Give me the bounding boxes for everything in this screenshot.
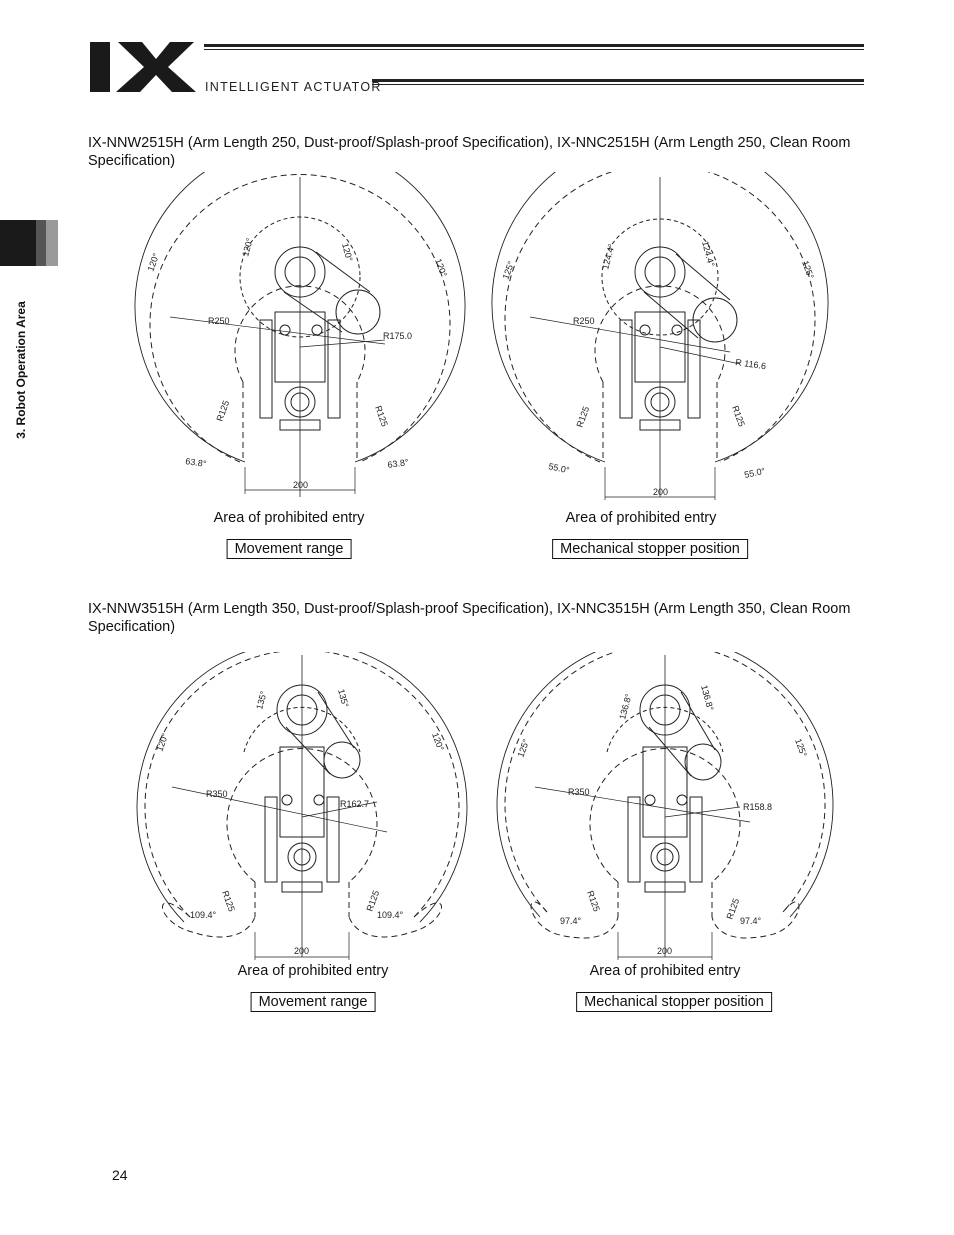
dim-angle-bottom-left: 55.0° bbox=[547, 461, 571, 476]
dim-angle-top-right: 120° bbox=[340, 241, 355, 263]
dim-radius-small-right: R125 bbox=[373, 404, 390, 428]
dim-radius-inner: R162.7 bbox=[340, 799, 370, 809]
dim-angle-outer-right: 120° bbox=[430, 731, 446, 753]
movement-range-diagram bbox=[132, 652, 472, 962]
header-rules bbox=[0, 0, 954, 100]
mechanical-stopper-diagram bbox=[495, 652, 835, 962]
dim-angle-bottom-right: 55.0° bbox=[743, 465, 767, 480]
dim-angle-bottom-right: 97.4° bbox=[740, 916, 762, 926]
prohibited-entry-label: Area of prohibited entry bbox=[589, 963, 741, 979]
dim-width: 200 bbox=[653, 487, 669, 497]
dim-radius-small-left: R125 bbox=[585, 889, 602, 913]
dim-radius-small-left: R125 bbox=[214, 399, 232, 423]
dim-angle-bottom-right: 63.8° bbox=[386, 457, 410, 470]
dim-radius-small-left: R125 bbox=[574, 405, 592, 429]
dim-radius-small-right: R125 bbox=[364, 889, 382, 913]
dim-width: 200 bbox=[657, 946, 673, 956]
dim-angle-outer-right: 125° bbox=[800, 259, 816, 281]
dim-angle-bottom-left: 97.4° bbox=[560, 916, 582, 926]
movement-range-diagram bbox=[130, 172, 480, 502]
dim-radius-inner: R158.8 bbox=[743, 802, 773, 812]
dim-angle-top-right: 124.4° bbox=[700, 239, 717, 268]
dim-angle-outer-right: 125° bbox=[793, 737, 809, 759]
dim-radius-outer: R250 bbox=[573, 316, 595, 326]
dim-angle-bottom-right: 109.4° bbox=[377, 910, 404, 920]
dim-angle-outer-left: 120° bbox=[154, 731, 171, 753]
mechanical-stopper-box-label: Mechanical stopper position bbox=[552, 539, 748, 559]
section-caption: IX-NNW2515H (Arm Length 250, Dust-proof/Splash-proof Specification), IX-NNC2515H (Arm Length 250, Clean Room Specification) bbox=[88, 135, 851, 169]
dim-angle-top-left: 136.8° bbox=[617, 692, 634, 721]
dim-angle-bottom-left: 109.4° bbox=[190, 910, 217, 920]
page-number: 24 bbox=[112, 1167, 128, 1183]
chapter-side-label: 3. Robot Operation Area bbox=[14, 301, 28, 439]
dim-width: 200 bbox=[293, 480, 309, 490]
dim-radius-outer: R250 bbox=[208, 316, 230, 326]
dim-radius-small-right: R125 bbox=[724, 897, 742, 921]
prohibited-entry-label: Area of prohibited entry bbox=[565, 510, 717, 526]
dim-angle-outer-left: 120° bbox=[145, 251, 162, 273]
dim-radius-small-right: R125 bbox=[730, 404, 747, 428]
mechanical-stopper-box-label: Mechanical stopper position bbox=[576, 992, 772, 1012]
movement-range-box-label: Movement range bbox=[227, 539, 352, 559]
dim-angle-top-right: 136.8° bbox=[699, 683, 716, 712]
mechanical-stopper-diagram bbox=[490, 172, 840, 502]
dim-angle-top-left: 124.4° bbox=[600, 242, 617, 271]
movement-range-box-label: Movement range bbox=[251, 992, 376, 1012]
prohibited-entry-label: Area of prohibited entry bbox=[213, 510, 365, 526]
dim-radius-outer: R350 bbox=[206, 789, 228, 799]
prohibited-entry-label: Area of prohibited entry bbox=[237, 963, 389, 979]
dim-angle-top-right: 135° bbox=[336, 687, 351, 709]
dim-angle-outer-right: 120° bbox=[433, 257, 449, 279]
chapter-tab-marker bbox=[0, 220, 58, 266]
section-caption: IX-NNW3515H (Arm Length 350, Dust-proof/Splash-proof Specification), IX-NNC3515H (Arm Length 350, Clean Room Specification) bbox=[88, 601, 851, 635]
dim-width: 200 bbox=[294, 946, 310, 956]
dim-angle-outer-left: 125° bbox=[515, 737, 532, 759]
dim-radius-outer: R350 bbox=[568, 787, 590, 797]
dim-radius-inner: R175.0 bbox=[383, 331, 413, 341]
dim-angle-outer-left: 125° bbox=[500, 259, 517, 281]
dim-angle-bottom-left: 63.8° bbox=[184, 456, 208, 469]
dim-radius-small-left: R125 bbox=[220, 889, 237, 913]
brand-text: INTELLIGENT ACTUATOR bbox=[205, 80, 382, 94]
dim-angle-top-left: 135° bbox=[254, 689, 269, 711]
dim-angle-top-left: 120° bbox=[240, 236, 255, 258]
dim-radius-inner: R 116.6 bbox=[734, 357, 767, 372]
